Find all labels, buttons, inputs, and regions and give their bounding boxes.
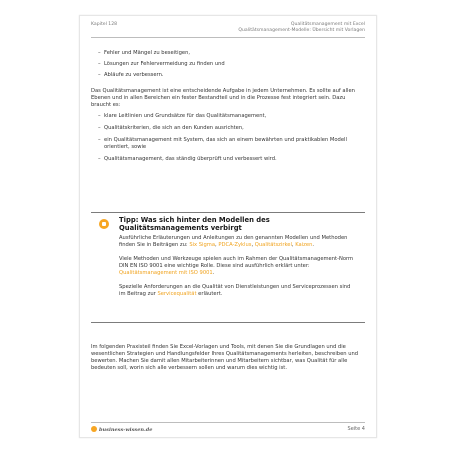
tip-title: Tipp: Was sich hinter den Modellen des Qualitätsmanagements verbirgt [119, 216, 270, 232]
header-title-line1: Qualitätsmanagement mit Excel [290, 22, 365, 27]
brand-dot-icon [91, 426, 97, 432]
chapter-label: Kapitel 128 [91, 22, 118, 27]
list-item: – ein Qualitätsmanagement mit System, das sich an einem bewährten und praktikablen Modell orientiert, sowie [91, 137, 365, 151]
list-item: – Qualitätskriterien, die sich an den Kunden ausrichten, [91, 125, 365, 132]
list-item: – Abläufe zu verbessern. [91, 72, 365, 79]
link-iso-9001[interactable]: Qualitätsmanagement mit ISO 9001 [119, 270, 213, 276]
needs-list [91, 113, 365, 163]
tip-body [119, 235, 357, 305]
tip-top-rule [91, 212, 365, 213]
intro-list [91, 50, 365, 79]
tip-paragraph-1: Ausführliche Erläuterungen und Anleitungen zu den genannten Modellen und Methoden finden Sie in Beiträgen zu: Six Sigma, PDCA-Zyklus, Qualitätszirkel, Kaizen. [119, 235, 348, 248]
link-servicequalitaet[interactable]: Servicequalität [157, 291, 197, 297]
list-item: – Qualitätsmanagement, das ständig überprüft und verbessert wird. [91, 156, 365, 163]
header-title-line2: Qualitätsmanagement-Modelle: Übersicht mit Vorlagen [238, 28, 365, 33]
closing-paragraph [91, 344, 365, 372]
link-kaizen[interactable]: Kaizen [295, 242, 313, 248]
list-item: – Fehler und Mängel zu beseitigen, [91, 50, 365, 57]
page-header [91, 22, 365, 44]
link-six-sigma[interactable]: Six Sigma [189, 242, 216, 248]
list-item: – Lösungen zur Fehlervermeidung zu finden und [91, 61, 365, 68]
list-item: – klare Leitlinien und Grundsätze für das Qualitätsmanagement, [91, 113, 365, 120]
brand-logo [91, 426, 152, 433]
main-content [91, 48, 365, 163]
tip-paragraph-3: Spezielle Anforderungen an die Qualität von Dienstleistungen und Serviceprozessen sind im Beitrag zur Servicequalität erläutert. [119, 284, 351, 297]
paragraph-praxis: Im folgenden Praxisteil finden Sie Excel-Vorlagen und Tools, mit denen Sie die Grundlagen und die wesentlichen Strategien und Handlungsfelder Ihres Qualitätsmanagements herleiten, beschreiben und bewerten. Machen Sie damit allen Mitarbeiterinnen und Mitarbeitern sichtbar, was Qualität für alle bedeuten soll, worin sich alle verbessern sollen und warum dies wichtig ist. [91, 344, 359, 371]
link-qualitaetszirkel[interactable]: Qualitätszirkel [254, 242, 292, 248]
tip-box [91, 212, 365, 323]
document-page [79, 15, 377, 438]
page-number: Seite 4 [347, 426, 365, 432]
paragraph-intro: Das Qualitätsmanagement ist eine entscheidende Aufgabe in jedem Unternehmen. Es sollte auf allen Ebenen und in allen Bereichen ein fester Bestandteil und in die Prozesse fest integriert sein. Dazu braucht es: [91, 88, 355, 108]
tip-icon [99, 219, 109, 229]
brand-text: business-wissen.de [99, 427, 153, 433]
footer-rule [91, 422, 365, 423]
link-pdca-zyklus[interactable]: PDCA-Zyklus [218, 242, 252, 248]
header-rule [91, 37, 365, 38]
header-title [238, 22, 365, 34]
tip-bottom-rule [91, 322, 365, 323]
tip-paragraph-2: Viele Methoden und Werkzeuge spielen auch im Rahmen der Qualitätsmanagement-Norm DIN EN ISO 9001 eine wichtige Rolle. Diese sind ausführlich erklärt unter: Qualitätsmanagement mit ISO 9001. [119, 256, 354, 276]
